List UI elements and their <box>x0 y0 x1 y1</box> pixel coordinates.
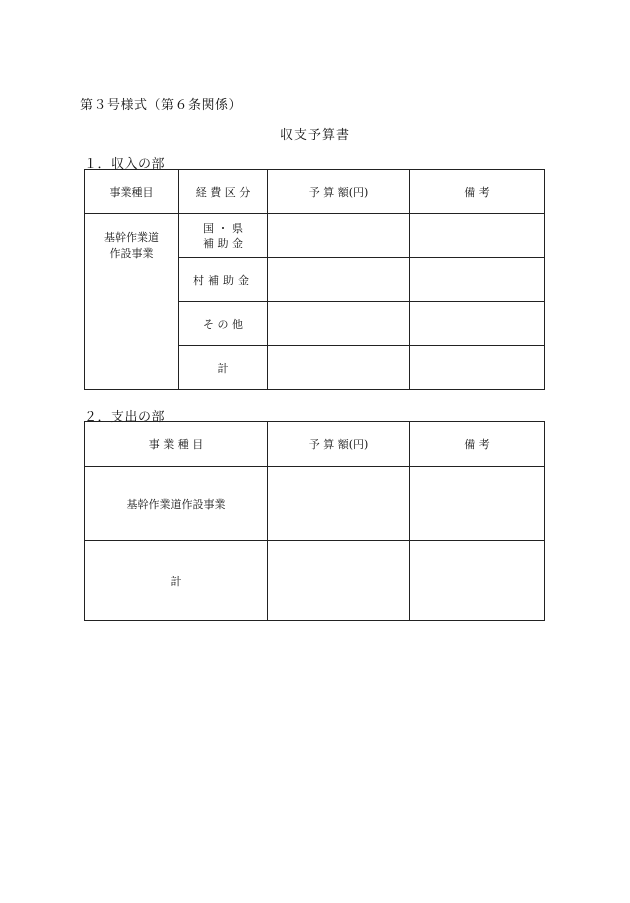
header-budget-amount: 予 算 額(円) <box>268 422 410 467</box>
expense-row-project <box>85 467 545 541</box>
income-section-label: １．収入の部 <box>84 157 166 172</box>
expense-table <box>84 421 545 621</box>
category-village-subsidy: 村補助金 <box>179 258 268 302</box>
category-prefecture-subsidy-line2: 補 助 金 <box>203 236 243 250</box>
category-prefecture-subsidy <box>179 214 268 258</box>
remarks-cell[interactable] <box>410 258 545 302</box>
remarks-cell[interactable] <box>410 346 545 390</box>
expense-section-label: ２．支出の部 <box>84 410 166 425</box>
income-header-row <box>85 170 545 214</box>
income-table <box>84 169 545 390</box>
header-project-type: 事業種目 <box>85 170 179 214</box>
header-expense-category: 経 費 区 分 <box>179 170 268 214</box>
amount-cell[interactable] <box>268 346 410 390</box>
header-project-type: 事 業 種 目 <box>85 422 268 467</box>
amount-cell[interactable] <box>268 214 410 258</box>
amount-cell[interactable] <box>268 258 410 302</box>
income-project-name <box>85 214 179 390</box>
expense-total-label: 計 <box>85 541 268 621</box>
amount-cell[interactable] <box>268 467 410 541</box>
remarks-cell[interactable] <box>410 214 545 258</box>
form-number: 第３号様式（第６条関係） <box>80 98 243 113</box>
amount-cell[interactable] <box>268 302 410 346</box>
remarks-cell[interactable] <box>410 541 545 621</box>
category-prefecture-subsidy-line1: 国 ・ 県 <box>203 221 243 235</box>
remarks-cell[interactable] <box>410 302 545 346</box>
header-remarks: 備 考 <box>410 422 545 467</box>
header-remarks: 備 考 <box>410 170 545 214</box>
income-row-prefecture-subsidy <box>85 214 545 258</box>
expense-project-name: 基幹作業道作設事業 <box>85 467 268 541</box>
document-title: 収支予算書 <box>279 128 350 143</box>
amount-cell[interactable] <box>268 541 410 621</box>
expense-row-total <box>85 541 545 621</box>
category-other: そ の 他 <box>179 302 268 346</box>
income-project-name-line2: 作設事業 <box>109 247 154 260</box>
header-budget-amount: 予 算 額(円) <box>268 170 410 214</box>
expense-header-row <box>85 422 545 467</box>
income-project-name-line1: 基幹作業道 <box>104 231 159 244</box>
category-total: 計 <box>179 346 268 390</box>
remarks-cell[interactable] <box>410 467 545 541</box>
